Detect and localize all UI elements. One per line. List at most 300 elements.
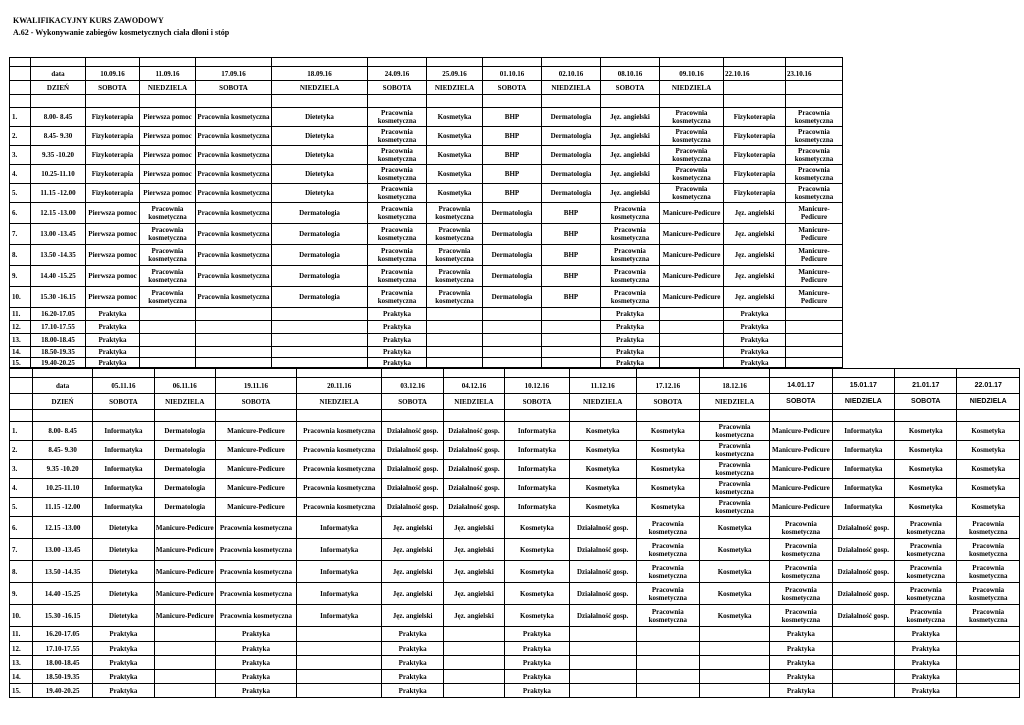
subject-cell: Dermatologia: [154, 498, 215, 517]
subject-cell: Kosmetyka: [569, 441, 636, 460]
date-cell: 24.09.16: [368, 67, 427, 81]
subject-cell: Praktyka: [215, 684, 296, 698]
subject-cell: Jęz. angielski: [382, 517, 443, 539]
subject-cell: BHP: [483, 127, 542, 146]
subject-cell: Jęz. angielski: [382, 605, 443, 627]
subject-cell: Jęz. angielski: [382, 561, 443, 583]
empty-cell: [215, 369, 296, 378]
date-row: [10, 67, 843, 81]
empty-cell: [569, 410, 636, 422]
subject-cell: Manicure-Pedicure: [660, 224, 724, 245]
subject-cell: Manicure-Pedicure: [770, 422, 832, 441]
subject-cell: Kosmetyka: [505, 605, 570, 627]
empty-cell: [636, 627, 700, 642]
day-cell: NIEDZIELA: [832, 394, 894, 410]
date-cell: 06.11.16: [154, 378, 215, 394]
subject-cell: Manicure-Pedicure: [660, 245, 724, 266]
lesson-number: 1.: [10, 422, 33, 441]
subject-cell: Dietetyka: [93, 583, 154, 605]
subject-cell: Pracownia kosmetyczna: [786, 146, 843, 165]
subject-cell: Kosmetyka: [895, 422, 957, 441]
empty-cell: [483, 358, 542, 368]
subject-cell: Kosmetyka: [957, 422, 1020, 441]
subject-cell: Działalność gosp.: [443, 422, 504, 441]
subject-cell: Działalność gosp.: [569, 561, 636, 583]
lesson-row: [10, 583, 1020, 605]
subject-cell: Pracownia kosmetyczna: [957, 583, 1020, 605]
empty-cell: [31, 58, 86, 67]
lesson-time: 15.30 -16.15: [31, 287, 86, 308]
lesson-row: [10, 287, 843, 308]
subject-cell: Praktyka: [770, 656, 832, 670]
day-row: [10, 394, 1020, 410]
subject-cell: Działalność gosp.: [443, 498, 504, 517]
empty-cell: [832, 369, 894, 378]
lesson-time: 18.50-19.35: [33, 670, 93, 684]
subject-cell: Kosmetyka: [427, 165, 483, 184]
lesson-time: 16.20-17.05: [33, 627, 93, 642]
day-row: [10, 81, 843, 95]
subject-cell: Pracownia kosmetyczna: [140, 287, 196, 308]
subject-cell: Praktyka: [724, 358, 786, 368]
empty-cell: [483, 95, 542, 108]
subject-cell: Manicure-Pedicure: [154, 583, 215, 605]
subject-cell: Praktyka: [93, 627, 154, 642]
date-cell: 17.09.16: [196, 67, 272, 81]
subject-cell: Pracownia kosmetyczna: [368, 203, 427, 224]
empty-cell: [140, 58, 196, 67]
lesson-number: 14.: [10, 670, 33, 684]
subject-cell: Pracownia kosmetyczna: [636, 561, 700, 583]
lesson-row: [10, 165, 843, 184]
empty-cell: [272, 95, 368, 108]
subject-cell: Pracownia kosmetyczna: [601, 287, 660, 308]
lesson-row: [10, 266, 843, 287]
subject-cell: Dietetyka: [272, 165, 368, 184]
subject-cell: Praktyka: [215, 670, 296, 684]
empty-cell: [196, 347, 272, 358]
empty-cell: [542, 95, 601, 108]
subject-cell: Dietetyka: [93, 517, 154, 539]
empty-cell: [483, 321, 542, 334]
lesson-number: 8.: [10, 245, 31, 266]
subject-cell: Manicure-Pedicure: [786, 266, 843, 287]
day-cell: SOBOTA: [505, 394, 570, 410]
subject-cell: Kosmetyka: [636, 479, 700, 498]
subject-cell: Pracownia kosmetyczna: [700, 498, 770, 517]
subject-cell: Jęz. angielski: [382, 583, 443, 605]
subject-cell: Jęz. angielski: [724, 203, 786, 224]
lesson-row: [10, 108, 843, 127]
lesson-row: [10, 498, 1020, 517]
day-cell: NIEDZIELA: [427, 81, 483, 95]
empty-cell: [542, 334, 601, 347]
subject-cell: Dermatologia: [272, 203, 368, 224]
subject-cell: Pracownia kosmetyczna: [957, 561, 1020, 583]
subject-cell: Kosmetyka: [505, 561, 570, 583]
subject-cell: Dietetyka: [93, 605, 154, 627]
lesson-number: 8.: [10, 561, 33, 583]
empty-cell: [196, 95, 272, 108]
subject-cell: Pierwsza pomoc: [140, 108, 196, 127]
subject-cell: Dietetyka: [93, 561, 154, 583]
lesson-time: 12.15 -13.00: [31, 203, 86, 224]
date-cell: 20.11.16: [296, 378, 381, 394]
empty-cell: [786, 308, 843, 321]
subject-cell: BHP: [483, 108, 542, 127]
subject-cell: Manicure-Pedicure: [660, 266, 724, 287]
subject-cell: Praktyka: [895, 627, 957, 642]
subject-cell: Fizykoterapia: [724, 165, 786, 184]
empty-cell: [272, 58, 368, 67]
subject-cell: Pracownia kosmetyczna: [196, 184, 272, 203]
lesson-number: 1.: [10, 108, 31, 127]
subject-cell: Informatyka: [93, 441, 154, 460]
lesson-number: 10.: [10, 605, 33, 627]
subject-cell: Kosmetyka: [895, 479, 957, 498]
subject-cell: Kosmetyka: [505, 539, 570, 561]
subject-cell: Praktyka: [505, 642, 570, 656]
subject-cell: BHP: [542, 224, 601, 245]
subject-cell: Kosmetyka: [636, 460, 700, 479]
empty-cell: [636, 684, 700, 698]
lesson-number: 10.: [10, 287, 31, 308]
subject-cell: Pracownia kosmetyczna: [196, 127, 272, 146]
empty-cell: [427, 334, 483, 347]
subject-cell: Praktyka: [368, 321, 427, 334]
empty-cell: [832, 627, 894, 642]
lesson-time: 18.00-18.45: [31, 334, 86, 347]
subject-cell: Fizykoterapia: [724, 146, 786, 165]
subject-cell: Kosmetyka: [957, 441, 1020, 460]
empty-cell: [700, 627, 770, 642]
empty-cell: [542, 58, 601, 67]
subject-cell: Manicure-Pedicure: [215, 460, 296, 479]
subject-cell: Praktyka: [382, 642, 443, 656]
subject-cell: Pierwsza pomoc: [86, 287, 140, 308]
lesson-number: 6.: [10, 203, 31, 224]
empty-cell: [636, 410, 700, 422]
lesson-number: 2.: [10, 441, 33, 460]
empty-cell: [724, 95, 786, 108]
subject-cell: Praktyka: [505, 670, 570, 684]
subject-cell: Pracownia kosmetyczna: [140, 245, 196, 266]
subject-cell: Pierwsza pomoc: [140, 165, 196, 184]
subject-cell: Pracownia kosmetyczna: [368, 287, 427, 308]
subject-cell: Praktyka: [895, 656, 957, 670]
date-cell: 15.01.17: [832, 378, 894, 394]
empty-cell: [443, 684, 504, 698]
subject-cell: Jęz. angielski: [443, 561, 504, 583]
subject-cell: Dermatologia: [542, 108, 601, 127]
subject-cell: Dietetyka: [93, 539, 154, 561]
subject-cell: Dermatologia: [272, 224, 368, 245]
subject-cell: Manicure-Pedicure: [154, 539, 215, 561]
lesson-row: [10, 184, 843, 203]
lesson-row: [10, 358, 843, 368]
date-row: [10, 378, 1020, 394]
empty-cell: [10, 394, 33, 410]
lesson-time: 11.15 -12.00: [33, 498, 93, 517]
subject-cell: Pracownia kosmetyczna: [368, 266, 427, 287]
lesson-number: 2.: [10, 127, 31, 146]
empty-cell: [296, 684, 381, 698]
lesson-row: [10, 127, 843, 146]
lesson-row: [10, 561, 1020, 583]
empty-cell: [296, 410, 381, 422]
subject-cell: Działalność gosp.: [382, 460, 443, 479]
subject-cell: Dermatologia: [483, 203, 542, 224]
subject-cell: Działalność gosp.: [569, 605, 636, 627]
empty-cell: [33, 410, 93, 422]
lesson-number: 5.: [10, 184, 31, 203]
subject-cell: Praktyka: [86, 321, 140, 334]
subject-cell: Pracownia kosmetyczna: [957, 539, 1020, 561]
lesson-time: 13.50 -14.35: [33, 561, 93, 583]
day-cell: SOBOTA: [601, 81, 660, 95]
subject-cell: Pracownia kosmetyczna: [215, 561, 296, 583]
subject-cell: Kosmetyka: [700, 561, 770, 583]
lesson-number: 13.: [10, 334, 31, 347]
subject-cell: Fizykoterapia: [86, 165, 140, 184]
subject-cell: Dermatologia: [154, 441, 215, 460]
subject-cell: Kosmetyka: [700, 539, 770, 561]
empty-cell: [957, 642, 1020, 656]
day-cell: NIEDZIELA: [542, 81, 601, 95]
day-cell: NIEDZIELA: [296, 394, 381, 410]
subject-cell: Pracownia kosmetyczna: [196, 245, 272, 266]
subject-cell: Kosmetyka: [569, 479, 636, 498]
subject-cell: Pracownia kosmetyczna: [601, 266, 660, 287]
subject-cell: BHP: [483, 146, 542, 165]
subject-cell: Pracownia kosmetyczna: [368, 245, 427, 266]
empty-cell: [786, 58, 843, 67]
spacer-row: [10, 95, 843, 108]
subject-cell: Dermatologia: [483, 245, 542, 266]
document-subtitle: A.62 - Wykonywanie zabiegów kosmetycznych ciała dłoni i stóp: [13, 28, 230, 37]
subject-cell: Praktyka: [368, 334, 427, 347]
lesson-row: [10, 146, 843, 165]
subject-cell: Działalność gosp.: [832, 605, 894, 627]
subject-cell: Pracownia kosmetyczna: [601, 203, 660, 224]
empty-cell: [427, 58, 483, 67]
date-cell: 17.12.16: [636, 378, 700, 394]
empty-cell: [443, 627, 504, 642]
subject-cell: Fizykoterapia: [724, 184, 786, 203]
empty-cell: [770, 410, 832, 422]
subject-cell: Pracownia kosmetyczna: [215, 517, 296, 539]
subject-cell: Pracownia kosmetyczna: [368, 108, 427, 127]
subject-cell: Praktyka: [601, 321, 660, 334]
lesson-number: 3.: [10, 460, 33, 479]
subject-cell: Pracownia kosmetyczna: [700, 422, 770, 441]
day-cell: NIEDZIELA: [443, 394, 504, 410]
subject-cell: Pierwsza pomoc: [140, 127, 196, 146]
empty-cell: [427, 308, 483, 321]
date-cell: 08.10.16: [601, 67, 660, 81]
empty-cell: [832, 656, 894, 670]
subject-cell: Praktyka: [601, 334, 660, 347]
subject-cell: Kosmetyka: [636, 498, 700, 517]
subject-cell: Praktyka: [215, 656, 296, 670]
lesson-number: 3.: [10, 146, 31, 165]
empty-cell: [296, 656, 381, 670]
subject-cell: Dermatologia: [272, 287, 368, 308]
empty-cell: [10, 378, 33, 394]
empty-cell: [272, 358, 368, 368]
day-cell: SOBOTA: [895, 394, 957, 410]
empty-cell: [601, 58, 660, 67]
subject-cell: Pracownia kosmetyczna: [786, 184, 843, 203]
day-cell: [786, 81, 843, 95]
subject-cell: Działalność gosp.: [443, 479, 504, 498]
subject-cell: Pracownia kosmetyczna: [215, 539, 296, 561]
subject-cell: Praktyka: [382, 670, 443, 684]
date-cell: 19.11.16: [215, 378, 296, 394]
empty-cell: [154, 656, 215, 670]
date-cell: 05.11.16: [93, 378, 154, 394]
empty-cell: [196, 308, 272, 321]
lesson-time: 15.30 -16.15: [33, 605, 93, 627]
subject-cell: BHP: [542, 203, 601, 224]
subject-cell: Manicure-Pedicure: [660, 203, 724, 224]
subject-cell: Pracownia kosmetyczna: [660, 184, 724, 203]
subject-cell: Pracownia kosmetyczna: [895, 539, 957, 561]
lesson-time: 8.00- 8.45: [31, 108, 86, 127]
empty-cell: [196, 58, 272, 67]
date-cell: 09.10.16: [660, 67, 724, 81]
subject-cell: Pracownia kosmetyczna: [296, 460, 381, 479]
lesson-row: [10, 670, 1020, 684]
subject-cell: Praktyka: [724, 308, 786, 321]
subject-cell: Kosmetyka: [957, 479, 1020, 498]
lesson-row: [10, 334, 843, 347]
date-cell: 14.01.17: [770, 378, 832, 394]
empty-cell: [700, 410, 770, 422]
day-cell: SOBOTA: [483, 81, 542, 95]
lesson-time: 18.50-19.35: [31, 347, 86, 358]
day-cell: SOBOTA: [86, 81, 140, 95]
subject-cell: Jęz. angielski: [443, 605, 504, 627]
day-label: DZIEŃ: [33, 394, 93, 410]
subject-cell: Manicure-Pedicure: [660, 287, 724, 308]
subject-cell: Działalność gosp.: [569, 539, 636, 561]
subject-cell: Praktyka: [770, 670, 832, 684]
subject-cell: Pracownia kosmetyczna: [196, 165, 272, 184]
empty-cell: [786, 358, 843, 368]
empty-cell: [443, 656, 504, 670]
subject-cell: Pracownia kosmetyczna: [636, 539, 700, 561]
date-cell: 23.10.16: [786, 67, 843, 81]
date-cell: 22.10.16: [724, 67, 786, 81]
spacer-row: [10, 58, 843, 67]
subject-cell: Pracownia kosmetyczna: [427, 266, 483, 287]
subject-cell: Praktyka: [505, 684, 570, 698]
subject-cell: Praktyka: [382, 684, 443, 698]
subject-cell: Praktyka: [86, 334, 140, 347]
subject-cell: Manicure-Pedicure: [215, 479, 296, 498]
subject-cell: Dietetyka: [272, 108, 368, 127]
subject-cell: Pracownia kosmetyczna: [368, 224, 427, 245]
empty-cell: [832, 684, 894, 698]
empty-cell: [700, 670, 770, 684]
empty-cell: [786, 347, 843, 358]
day-cell: SOBOTA: [636, 394, 700, 410]
empty-cell: [154, 642, 215, 656]
subject-cell: Manicure-Pedicure: [770, 498, 832, 517]
subject-cell: Informatyka: [832, 460, 894, 479]
subject-cell: Pracownia kosmetyczna: [636, 605, 700, 627]
subject-cell: Działalność gosp.: [569, 517, 636, 539]
subject-cell: Kosmetyka: [700, 605, 770, 627]
subject-cell: Działalność gosp.: [832, 539, 894, 561]
empty-cell: [660, 334, 724, 347]
lesson-number: 13.: [10, 656, 33, 670]
subject-cell: Pracownia kosmetyczna: [368, 146, 427, 165]
subject-cell: Pracownia kosmetyczna: [140, 266, 196, 287]
subject-cell: Pracownia kosmetyczna: [601, 245, 660, 266]
empty-cell: [786, 95, 843, 108]
subject-cell: Kosmetyka: [636, 441, 700, 460]
day-cell: NIEDZIELA: [569, 394, 636, 410]
empty-cell: [957, 684, 1020, 698]
empty-cell: [368, 95, 427, 108]
subject-cell: BHP: [483, 184, 542, 203]
subject-cell: Pracownia kosmetyczna: [368, 184, 427, 203]
empty-cell: [196, 358, 272, 368]
lesson-time: 11.15 -12.00: [31, 184, 86, 203]
empty-cell: [31, 95, 86, 108]
subject-cell: Dermatologia: [542, 127, 601, 146]
lesson-time: 14.40 -15.25: [33, 583, 93, 605]
subject-cell: Pracownia kosmetyczna: [700, 441, 770, 460]
date-cell: 25.09.16: [427, 67, 483, 81]
empty-cell: [382, 410, 443, 422]
subject-cell: Kosmetyka: [427, 127, 483, 146]
empty-cell: [660, 358, 724, 368]
lesson-number: 6.: [10, 517, 33, 539]
empty-cell: [10, 81, 31, 95]
empty-cell: [196, 334, 272, 347]
empty-cell: [140, 358, 196, 368]
day-label: DZIEŃ: [31, 81, 86, 95]
lesson-number: 4.: [10, 479, 33, 498]
subject-cell: Działalność gosp.: [832, 561, 894, 583]
day-cell: SOBOTA: [770, 394, 832, 410]
subject-cell: Praktyka: [86, 308, 140, 321]
subject-cell: Manicure-Pedicure: [215, 441, 296, 460]
subject-cell: Pracownia kosmetyczna: [660, 165, 724, 184]
lesson-number: 15.: [10, 684, 33, 698]
empty-cell: [724, 58, 786, 67]
lesson-number: 11.: [10, 308, 31, 321]
date-cell: 04.12.16: [443, 378, 504, 394]
lesson-row: [10, 642, 1020, 656]
empty-cell: [505, 410, 570, 422]
empty-cell: [542, 321, 601, 334]
subject-cell: Pracownia kosmetyczna: [427, 224, 483, 245]
subject-cell: Praktyka: [93, 656, 154, 670]
subject-cell: Praktyka: [93, 684, 154, 698]
empty-cell: [154, 684, 215, 698]
empty-cell: [443, 369, 504, 378]
empty-cell: [636, 670, 700, 684]
empty-cell: [443, 642, 504, 656]
lesson-row: [10, 539, 1020, 561]
subject-cell: Kosmetyka: [895, 460, 957, 479]
empty-cell: [832, 642, 894, 656]
empty-cell: [427, 347, 483, 358]
